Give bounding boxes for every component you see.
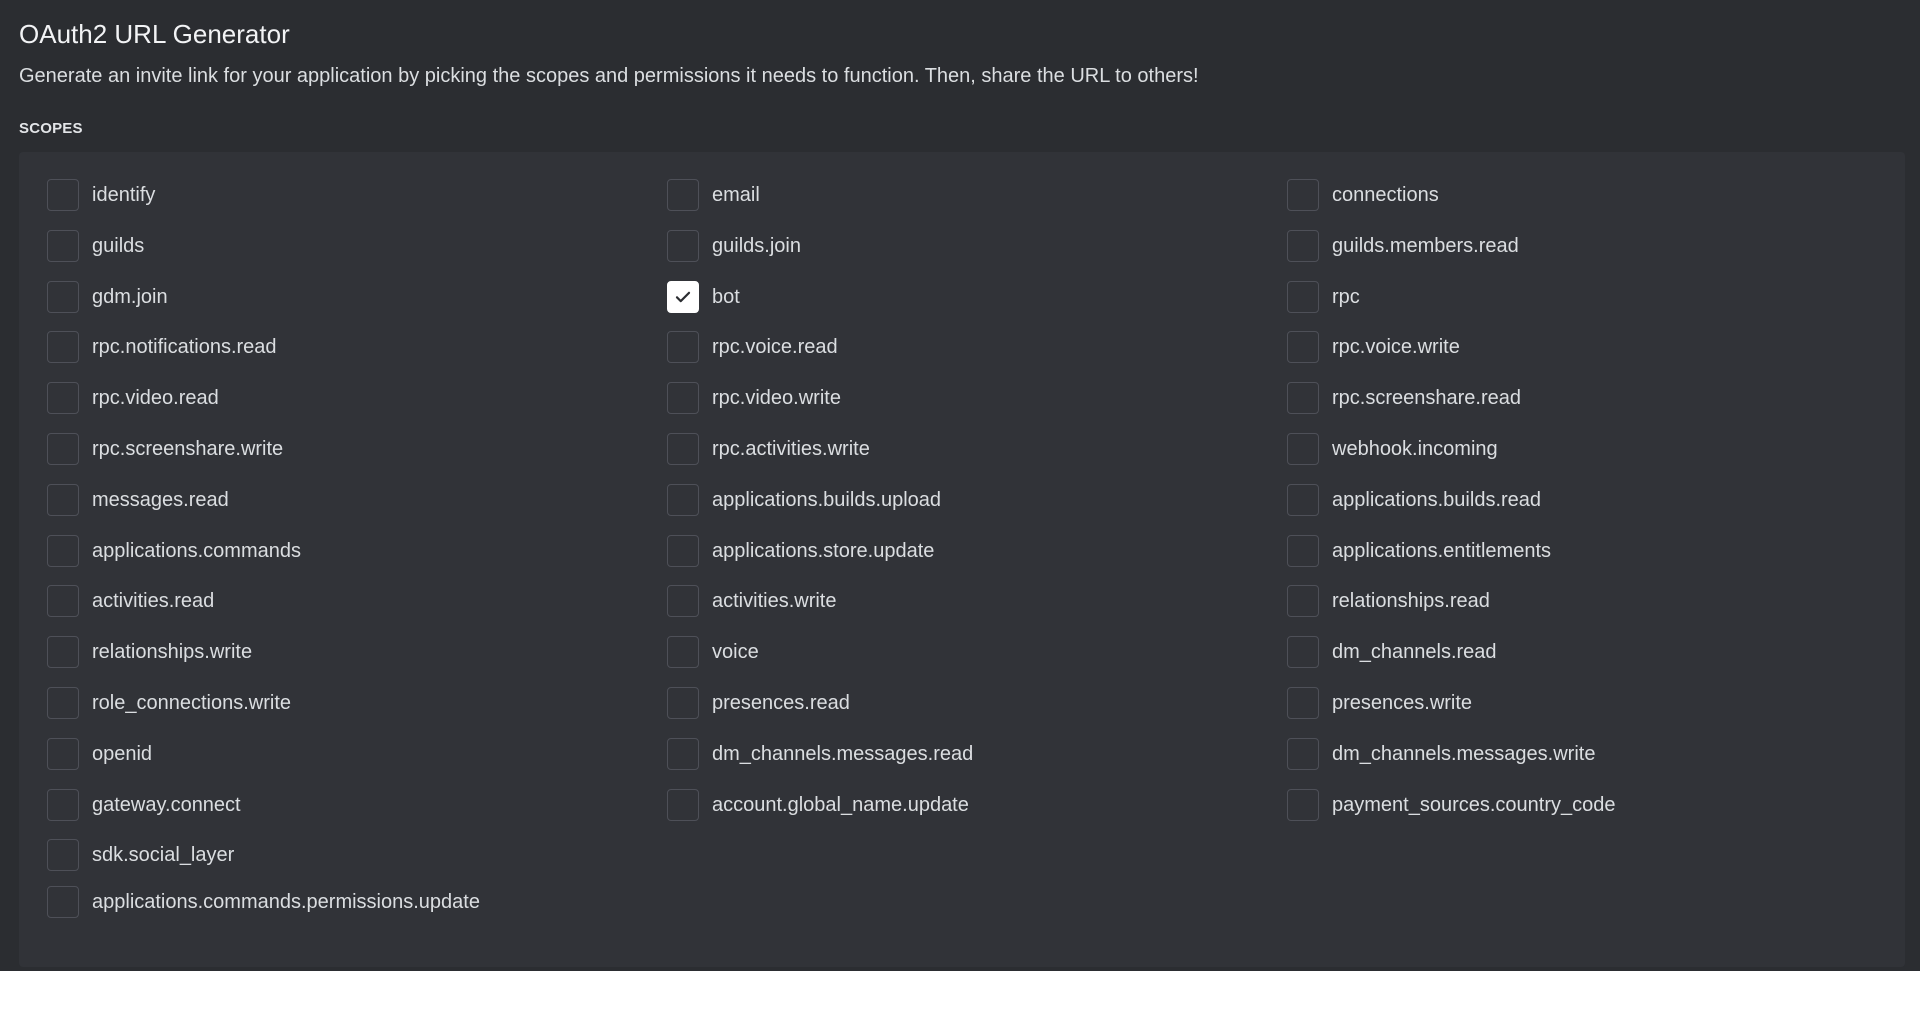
scope-payment-sources-country-code[interactable]	[1287, 788, 1616, 822]
scope-label: dm_channels.messages.read	[712, 743, 974, 765]
scope-rpc-notifications-read[interactable]	[47, 330, 277, 364]
scope-dm-channels-read[interactable]	[1287, 635, 1497, 669]
scope-rpc-screenshare-read[interactable]	[1287, 381, 1521, 415]
scope-checkbox[interactable]	[667, 636, 699, 668]
scope-label: guilds	[92, 235, 145, 257]
scope-checkbox[interactable]	[1287, 230, 1319, 262]
scope-checkbox[interactable]	[47, 433, 79, 465]
scope-presences-write[interactable]	[1287, 686, 1472, 720]
scope-label: payment_sources.country_code	[1332, 794, 1616, 816]
scope-checkbox[interactable]	[667, 687, 699, 719]
scope-bot[interactable]	[667, 280, 740, 314]
scope-rpc[interactable]	[1287, 280, 1360, 314]
scope-checkbox[interactable]	[667, 585, 699, 617]
scope-label: activities.read	[92, 590, 215, 612]
scope-checkbox[interactable]	[47, 179, 79, 211]
scope-label: presences.write	[1332, 692, 1473, 714]
scope-sdk-social-layer[interactable]	[47, 838, 234, 872]
scope-checkbox[interactable]	[667, 433, 699, 465]
scope-activities-read[interactable]	[47, 584, 214, 618]
scope-label: presences.read	[712, 692, 850, 714]
scope-checkbox[interactable]	[47, 331, 79, 363]
checkmark-icon	[674, 288, 692, 306]
scope-checkbox[interactable]	[667, 535, 699, 567]
scope-label: connections	[1332, 184, 1439, 206]
scope-applications-commands[interactable]	[47, 534, 301, 568]
scope-label: dm_channels.read	[1332, 641, 1497, 663]
scope-label: email	[712, 184, 760, 206]
scope-label: account.global_name.update	[712, 794, 969, 816]
scope-checkbox[interactable]	[667, 179, 699, 211]
scope-relationships-read[interactable]	[1287, 584, 1490, 618]
scope-openid[interactable]	[47, 737, 152, 771]
scope-gdm-join[interactable]	[47, 280, 168, 314]
scope-rpc-video-write[interactable]	[667, 381, 841, 415]
scope-guilds-members-read[interactable]	[1287, 229, 1519, 263]
scope-checkbox[interactable]	[667, 281, 699, 313]
scope-account-global-name-update[interactable]	[667, 788, 969, 822]
scope-label: bot	[712, 286, 740, 308]
scope-checkbox[interactable]	[47, 535, 79, 567]
scope-label: activities.write	[712, 590, 837, 612]
scope-checkbox[interactable]	[47, 738, 79, 770]
scope-label: applications.commands.permissions.update	[92, 891, 480, 913]
scope-label: applications.builds.upload	[712, 489, 942, 511]
scope-applications-store-update[interactable]	[667, 534, 934, 568]
scope-label: rpc.voice.read	[712, 336, 838, 358]
scope-checkbox[interactable]	[47, 585, 79, 617]
scopes-panel	[19, 152, 1905, 967]
scope-rpc-screenshare-write[interactable]	[47, 432, 283, 466]
scope-checkbox[interactable]	[1287, 433, 1319, 465]
scope-checkbox[interactable]	[1287, 331, 1319, 363]
scope-checkbox[interactable]	[47, 886, 79, 918]
scope-checkbox[interactable]	[1287, 585, 1319, 617]
scope-checkbox[interactable]	[47, 484, 79, 516]
scope-checkbox[interactable]	[47, 839, 79, 871]
page-title: OAuth2 URL Generator	[19, 19, 290, 49]
scope-rpc-activities-write[interactable]	[667, 432, 870, 466]
scope-label: applications.store.update	[712, 540, 935, 562]
scope-checkbox[interactable]	[1287, 789, 1319, 821]
scope-checkbox[interactable]	[667, 738, 699, 770]
scope-label: rpc.video.read	[92, 387, 219, 409]
scope-label: gateway.connect	[92, 794, 241, 816]
scope-label: rpc.notifications.read	[92, 336, 277, 358]
scope-checkbox[interactable]	[47, 230, 79, 262]
scope-messages-read[interactable]	[47, 483, 229, 517]
scope-role-connections-write[interactable]	[47, 686, 291, 720]
scope-relationships-write[interactable]	[47, 635, 252, 669]
scope-label: rpc.activities.write	[712, 438, 870, 460]
scope-label: voice	[712, 641, 759, 663]
scope-checkbox[interactable]	[1287, 687, 1319, 719]
scope-rpc-voice-write[interactable]	[1287, 330, 1460, 364]
scope-checkbox[interactable]	[47, 382, 79, 414]
scope-applications-builds-upload[interactable]	[667, 483, 941, 517]
scope-checkbox[interactable]	[47, 281, 79, 313]
scope-rpc-video-read[interactable]	[47, 381, 219, 415]
scope-applications-commands-permissions-update[interactable]	[47, 885, 480, 919]
scope-label: messages.read	[92, 489, 229, 511]
scope-connections[interactable]	[1287, 178, 1439, 212]
scope-label: relationships.write	[92, 641, 253, 663]
scope-label: applications.builds.read	[1332, 489, 1542, 511]
scope-webhook-incoming[interactable]	[1287, 432, 1498, 466]
scope-label: dm_channels.messages.write	[1332, 743, 1596, 765]
scope-dm-channels-messages-write[interactable]	[1287, 737, 1595, 771]
scope-checkbox[interactable]	[47, 687, 79, 719]
scope-applications-builds-read[interactable]	[1287, 483, 1541, 517]
scope-activities-write[interactable]	[667, 584, 836, 618]
scope-label: webhook.incoming	[1332, 438, 1498, 460]
scope-checkbox[interactable]	[1287, 535, 1319, 567]
scope-gateway-connect[interactable]	[47, 788, 241, 822]
scope-rpc-voice-read[interactable]	[667, 330, 838, 364]
scope-email[interactable]	[667, 178, 760, 212]
scope-checkbox[interactable]	[667, 789, 699, 821]
scope-label: sdk.social_layer	[92, 844, 235, 866]
scope-checkbox[interactable]	[667, 331, 699, 363]
scope-label: relationships.read	[1332, 590, 1490, 612]
page-description: Generate an invite link for your application by picking the scopes and permissions it needs to function. Then, share the URL to others!	[19, 65, 1199, 87]
scope-label: guilds.members.read	[1332, 235, 1519, 257]
scope-checkbox[interactable]	[1287, 281, 1319, 313]
scope-label: openid	[92, 743, 153, 765]
scope-label: rpc	[1332, 286, 1360, 308]
scopes-section-label: SCOPES	[19, 120, 83, 137]
scope-label: role_connections.write	[92, 692, 291, 714]
scope-checkbox[interactable]	[47, 789, 79, 821]
scope-checkbox[interactable]	[667, 230, 699, 262]
scope-identify[interactable]	[47, 178, 155, 212]
scope-label: applications.commands	[92, 540, 301, 562]
scope-checkbox[interactable]	[667, 382, 699, 414]
scope-presences-read[interactable]	[667, 686, 850, 720]
scope-checkbox[interactable]	[1287, 738, 1319, 770]
scope-guilds-join[interactable]	[667, 229, 801, 263]
scope-checkbox[interactable]	[1287, 382, 1319, 414]
scope-guilds[interactable]	[47, 229, 144, 263]
scope-label: guilds.join	[712, 235, 801, 257]
scope-label: identify	[92, 184, 156, 206]
scope-label: rpc.video.write	[712, 387, 841, 409]
scope-applications-entitlements[interactable]	[1287, 534, 1551, 568]
scope-checkbox[interactable]	[1287, 484, 1319, 516]
scope-checkbox[interactable]	[1287, 636, 1319, 668]
scope-checkbox[interactable]	[1287, 179, 1319, 211]
scope-label: applications.entitlements	[1332, 540, 1552, 562]
scope-label: rpc.voice.write	[1332, 336, 1460, 358]
scope-checkbox[interactable]	[47, 636, 79, 668]
scope-checkbox[interactable]	[667, 484, 699, 516]
scope-voice[interactable]	[667, 635, 759, 669]
scope-label: gdm.join	[92, 286, 168, 308]
scope-label: rpc.screenshare.read	[1332, 387, 1521, 409]
scope-label: rpc.screenshare.write	[92, 438, 284, 460]
scope-dm-channels-messages-read[interactable]	[667, 737, 973, 771]
